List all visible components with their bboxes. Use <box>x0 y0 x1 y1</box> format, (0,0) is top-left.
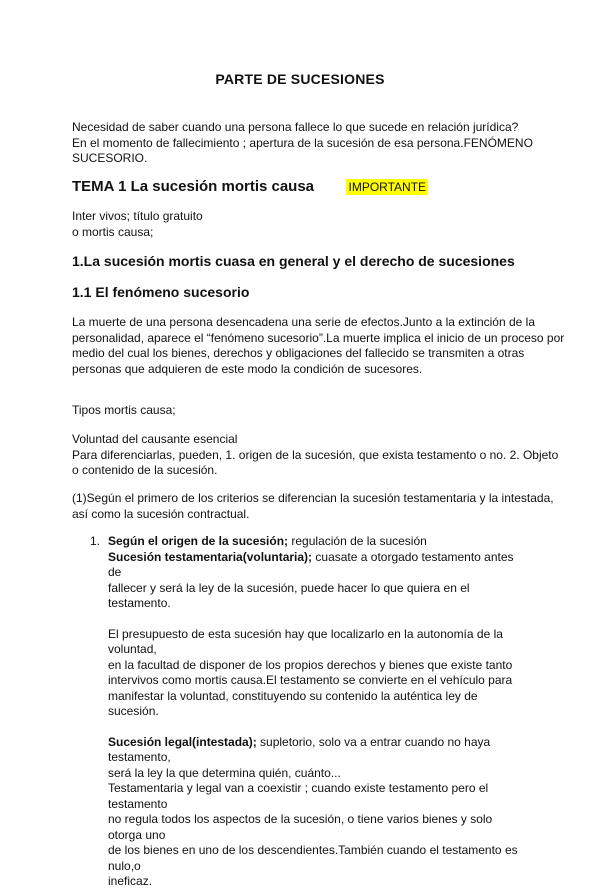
document-title: PARTE DE SUCESIONES <box>215 71 385 87</box>
intro-line: SUCESORIO. <box>72 151 148 165</box>
legal-line <box>108 735 528 766</box>
paragraph-line: Voluntad del causante esencial <box>72 432 238 446</box>
inter-line: Inter vivos; título gratuito <box>72 209 203 223</box>
intro-line: Necesidad de saber cuando una persona fallece lo que sucede en relación jurídica? <box>72 120 519 134</box>
testamentaria-rest: cuasate a otorgado testamento antes de <box>108 549 514 579</box>
coexistir-line: de los bienes en uno de los descendientes.También cuando el testamento es nulo,o <box>108 843 518 873</box>
list-item-origen <box>108 534 528 890</box>
presupuesto-line: en la facultad de disponer de los propios derechos y bienes que existe tanto <box>108 657 513 672</box>
paragraph-line: personalidad, aparece el “fenómeno sucesorio”.La muerte implica el inicio de un proceso por <box>72 330 565 345</box>
presupuesto-line: intervivos como mortis causa.El testamento se convierte en el vehículo para <box>108 673 513 687</box>
coexistir-line: ineficaz. <box>108 874 153 888</box>
legal-bold: Sucesión legal(intestada); <box>108 734 257 749</box>
testamentaria-bold: Sucesión testamentaria(voluntaria); <box>108 549 313 564</box>
legal-rest: supletorio, solo va a entrar cuando no haya testamento, <box>108 734 491 764</box>
origen-bold: Según el origen de la sucesión; <box>108 534 289 548</box>
inter-vivos-block <box>72 209 203 240</box>
voluntad-paragraph <box>72 432 558 479</box>
list-number: 1. <box>90 534 101 548</box>
paragraph-line: Para diferenciarlas, pueden, 1. origen de la sucesión, que exista testamento o no. 2. Objeto <box>72 447 559 462</box>
fenomeno-paragraph <box>72 315 564 377</box>
importante-badge: IMPORTANTE <box>348 180 427 194</box>
testamentaria-line-2: fallecer y será la ley de la sucesión, puede hacer lo que quiera en el testamento. <box>108 580 470 610</box>
criterios-paragraph <box>72 491 554 522</box>
inter-line: o mortis causa; <box>72 224 154 239</box>
tema-heading <box>72 178 428 196</box>
paragraph-line: medio del cual los bienes, derechos y obligaciones del fallecido se transmiten a otras <box>72 346 525 360</box>
tema-label: TEMA 1 La sucesión mortis causa <box>72 178 315 195</box>
paragraph-line: personas que adquieren de este modo la condición de sucesores. <box>72 361 423 376</box>
paragraph-line: o contenido de la sucesión. <box>72 463 218 477</box>
presupuesto-line: manifestar la voluntad, constituyendo su contenido la auténtica ley de sucesión. <box>108 688 478 718</box>
tipos-line: Tipos mortis causa; <box>72 403 176 417</box>
origen-rest: regulación de la sucesión <box>288 534 427 548</box>
presupuesto-line: El presupuesto de esta sucesión hay que localizarlo en la autonomía de la voluntad, <box>108 626 503 656</box>
coexistir-line: no regula todos los aspectos de la sucesión, o tiene varios bienes y solo otorga uno <box>108 812 493 842</box>
coexistir-line: Testamentaria y legal van a coexistir ; cuando existe testamento pero el testamento <box>108 781 489 811</box>
testamentaria-line <box>108 550 528 581</box>
origen-heading <box>108 534 528 550</box>
intro-paragraph <box>72 120 533 167</box>
paragraph-line: La muerte de una persona desencadena una serie de efectos.Junto a la extinción de la <box>72 315 535 329</box>
legal-line-2: será la ley la que determina quién, cuánto... <box>108 765 341 780</box>
section-heading-1: 1.La sucesión mortis cuasa en general y el derecho de sucesiones <box>72 253 515 269</box>
paragraph-line: así como la sucesión contractual. <box>72 506 250 521</box>
intro-line: En el momento de fallecimiento ; apertura de la sucesión de esa persona.FENÓMENO <box>72 135 533 150</box>
paragraph-line: (1)Según el primero de los criterios se diferencian la sucesión testamentaria y la intestada, <box>72 491 554 505</box>
section-heading-1-1: 1.1 El fenómeno sucesorio <box>72 284 250 300</box>
